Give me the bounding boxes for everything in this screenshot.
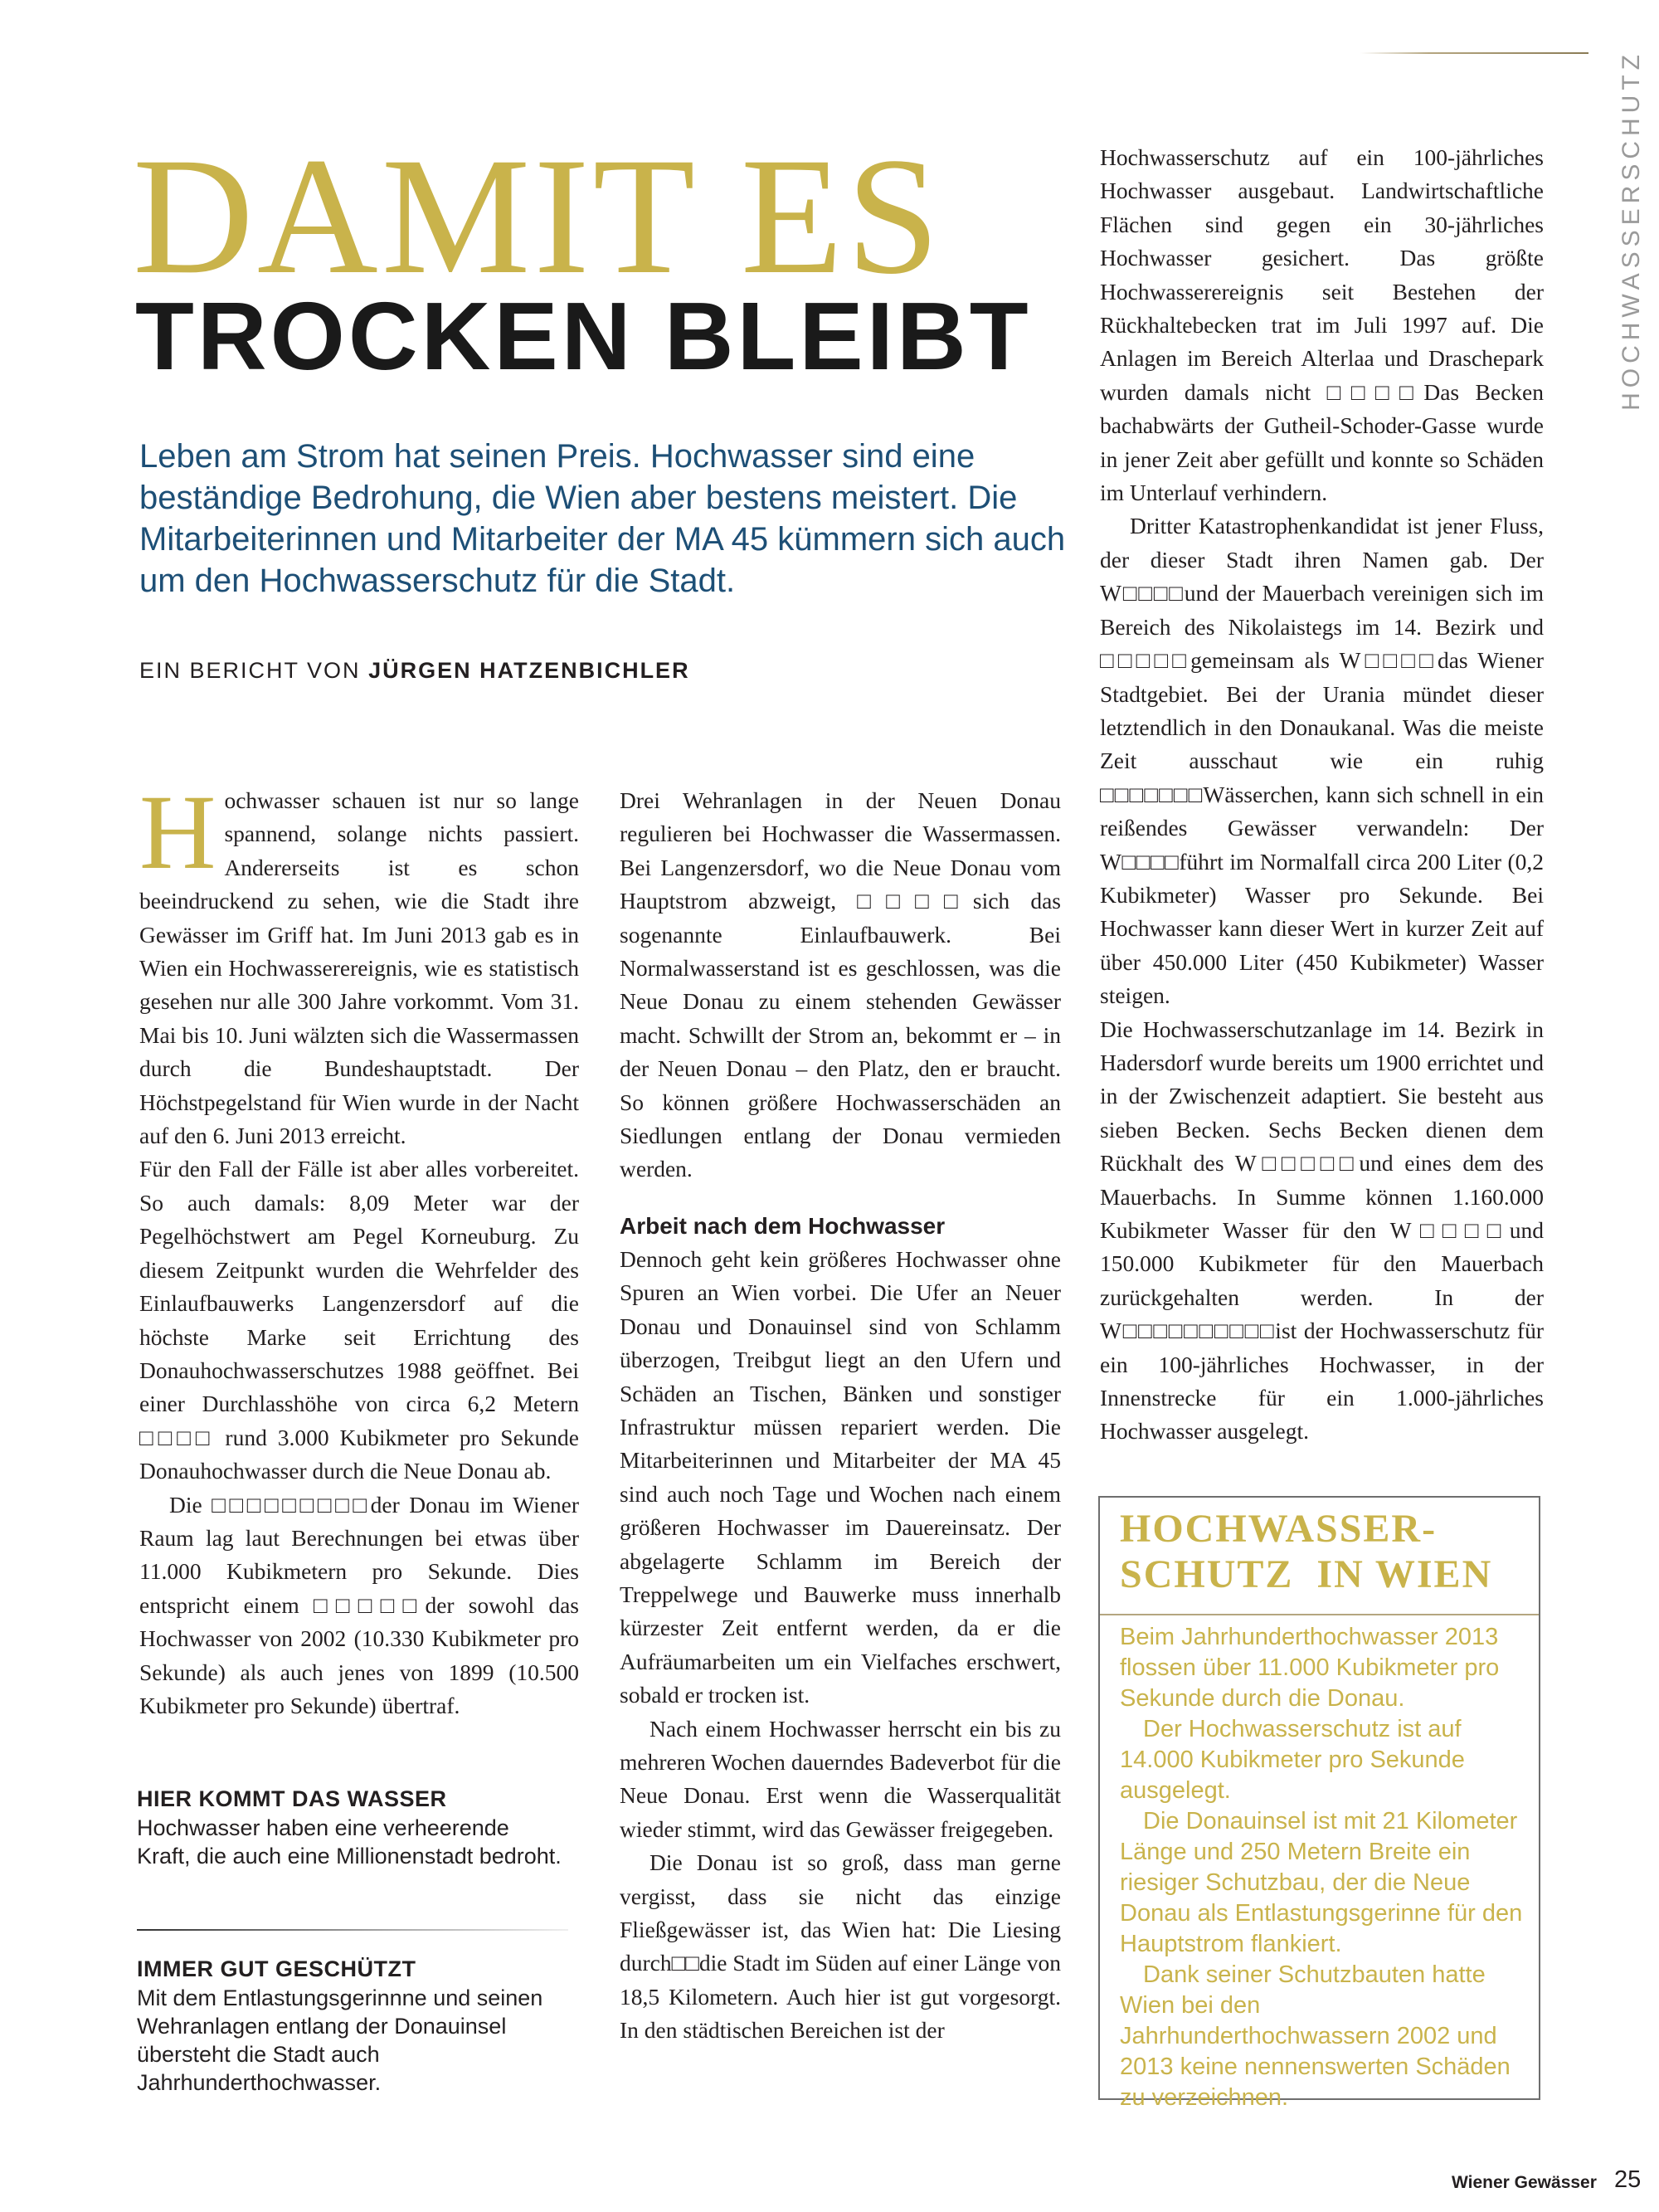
paragraph xyxy=(139,773,579,1152)
paragraph: Für den Fall der Fälle ist aber alles vorbereitet. So auch damals: 8,09 Meter war der Pegelhöchstwert am Pegel Korneuburg. Zu diesem Zeitpunkt wurden die Wehrfelder des Einlaufbauwerks Langenzersdorf auf die höchste Marke seit Errichtung des Donauhochwasserschutzes 1988 geöffnet. Bei einer Durchlasshöhe von circa 6,2 Metern □□□□ rund 3.000 Kubikmeter pro Sekunde Donauhochwasser durch die Neue Donau ab. xyxy=(139,1156,579,1484)
dropcap: H xyxy=(139,773,216,891)
paragraph: Die □□□□□□□□□der Donau im Wiener Raum lag laut Berechnungen bei etwas über 11.000 Kubikmetern pro Sekunde. Dies entspricht einem □□□□□der sowohl das Hochwasser von 2002 (10.330 Kubikmeter pro Sekunde) als auch jenes von 1899 (10.500 Kubikmeter pro Sekunde) übertraf. xyxy=(139,1491,579,1718)
info-paragraph: Beim Jahrhunderthochwasser 2013 flossen über 11.000 Kubikmeter pro Sekunde durch die Donau. xyxy=(1120,1624,1500,1712)
page-number: 25 xyxy=(1614,2166,1642,2193)
info-box-title-line: HOCHWASSER- xyxy=(1120,1507,1438,1551)
teaser-box-1 xyxy=(137,1784,568,1870)
headline-line-1: DAMIT ES xyxy=(133,123,943,309)
paragraph: Drei Wehranlagen in der Neuen Donau regulieren bei Hochwasser die Wassermassen. Bei Langenzersdorf, wo die Neue Donau vom Hauptstrom abzweigt, □□□□sich das sogenannte Einlaufbauwerk. Bei Normalwasserstand ist es geschlossen, was die Neue Donau zu einem stehenden Gewässer macht. Schwillt der Strom an, bekommt er – in der Neuen Donau – den Platz, den er braucht. So können größere Hochwasserschäden an Siedlungen entlang der Donau vermieden werden. xyxy=(620,787,1061,1182)
teaser-text: Mit dem Entlastungsgerinnne und seinen Wehranlagen entlang der Donauinsel übersteht die Stadt auch Jahrhunderthochwasser. xyxy=(137,1985,543,2095)
info-box-divider xyxy=(1100,1614,1539,1615)
paragraph: Hochwasserschutz auf ein 100-jährliches Hochwasser ausgebaut. Landwirtschaftliche Flächen sind gegen ein 30-jährliches Hochwasser gesichert. Das größte Hochwasserereignis seit Bestehen der Rückhaltebecken trat im Juli 1997 auf. Die Anlagen im Bereich Alterlaa und Draschepark wurden damals nicht □□□□Das Becken bachabwärts der Gutheil-Schoder-Gasse wurde in jener Zeit aber gefüllt und konnte so Schäden im Unterlauf verhindern. xyxy=(1100,144,1544,506)
paragraph-text: ochwasser schauen ist nur so lange spannend, solange nichts passiert. Andererseits ist es schon beeindruckend zu sehen, wie die Stadt ihre Gewässer im Griff hat. Im Juni 2013 gab es in Wien ein Hochwasserereignis, wie es statistisch gesehen nur alle 300 Jahre vorkommt. Vom 31. Mai bis 10. Juni wälzten sich die Wassermassen durch die Bundeshauptstadt. Der Höchstpegelstand für Wien wurde in der Nacht auf den 6. Juni 2013 erreicht. xyxy=(139,787,579,1149)
top-rule xyxy=(1360,52,1588,54)
paragraph: Nach einem Hochwasser herrscht ein bis zu mehreren Wochen dauerndes Badeverbot für die Neue Donau. Erst wenn die Wasserqualität wieder stimmt, wird das Gewässer freigegeben. xyxy=(620,1715,1061,1842)
paragraph: Die Donau ist so groß, dass man gerne vergisst, dass sie nicht das einzige Fließgewässer ist, das Wien hat: Die Liesing durch□□die Stadt im Süden auf einer Länge von 18,5 Kilometern. Auch hier ist gut vorgesorgt. In den städtischen Bereichen ist der xyxy=(620,1849,1061,2044)
teaser-title: IMMER GUT GESCHÜTZT xyxy=(137,1956,416,1981)
paragraph: Dritter Katastrophenkandidat ist jener Fluss, der dieser Stadt ihren Namen gab. Der W□□□□und der Mauerbach vereinigen sich im Bereich des Nikolaistegs im 14. Bezirk und □□□□□gemeinsam als W□□□□das Wiener Stadtgebiet. Bei der Urania mündet dieser letztendlich in den Donaukanal. Was die meiste Zeit ausschaut wie ein ruhig □□□□□□□Wässerchen, kann sich schnell in ein reißendes Gewässer verwandeln: Der W□□□□führt im Normalfall circa 200 Liter (0,2 Kubikmeter) Wasser pro Sekunde. Bei Hochwasser kann dieser Wert in kurzer Zeit auf über 450.000 Liter (450 Kubikmeter) Wasser steigen. xyxy=(1100,513,1544,1009)
lead-paragraph: Leben am Strom hat seinen Preis. Hochwasser sind eine beständige Bedrohung, die Wien aber bestens meistert. Die Mitarbeiterinnen und Mitarbeiter der MA 45 kümmern sich auch um den Hochwasserschutz für die Stadt. xyxy=(139,438,1066,599)
publication-name: Wiener Gewässer xyxy=(1452,2173,1597,2192)
info-box-title xyxy=(1120,1506,1492,1597)
paragraph: Die Hochwasserschutzanlage im 14. Bezirk in Hadersdorf wurde bereits um 1900 errichtet und in der Zwischenzeit adaptiert. Sie besteht aus sieben Becken. Sechs Becken dienen dem Rückhalt des W□□□□□und eines dem des Mauerbachs. In Summe können 1.160.000 Kubikmeter Wasser für den W□□□□und 150.000 Kubikmeter für den Mauerbach zurückgehalten werden. In der W□□□□□□□□□□ist der Hochwasserschutz für ein 100-jährliches Hochwasser, in der Innenstrecke für ein 1.000-jährliches Hochwasser ausgelegt. xyxy=(1100,1016,1544,1445)
byline-author: JÜRGEN HATZENBICHLER xyxy=(368,658,690,683)
teaser-text: Hochwasser haben eine verheerende Kraft, die auch eine Millionenstadt bedroht. xyxy=(137,1815,562,1869)
info-paragraph: Die Donauinsel ist mit 21 Kilometer Länge und 250 Metern Breite ein riesiger Schutzbau, der die Neue Donau als Entlastungsgerinne für den Hauptstrom flankiert. xyxy=(1120,1808,1523,1957)
subheading: Arbeit nach dem Hochwasser xyxy=(620,1212,946,1239)
article-column-3 xyxy=(1100,141,1544,1449)
byline xyxy=(139,658,690,684)
section-label xyxy=(1618,50,1651,411)
info-paragraph: Dank seiner Schutzbauten hatte Wien bei den Jahrhunderthochwassern 2002 und 2013 keine nennenswerten Schäden zu verzeichnen. xyxy=(1120,1961,1511,2111)
headline-line-2: TROCKEN BLEIBT xyxy=(135,282,1032,390)
section-label-text: HOCHWASSERSCHUTZ xyxy=(1618,50,1645,411)
teaser-box-2 xyxy=(137,1954,568,2097)
article-column-1 xyxy=(139,773,579,1722)
info-paragraph: Der Hochwasserschutz ist auf 14.000 Kubikmeter pro Sekunde ausgelegt. xyxy=(1120,1716,1465,1804)
article-column-2 xyxy=(620,784,1061,2048)
teaser-title: HIER KOMMT DAS WASSER xyxy=(137,1786,447,1811)
info-box-title-line: SCHUTZ IN WIEN xyxy=(1120,1552,1493,1596)
teaser-divider xyxy=(137,1929,568,1931)
byline-prefix: EIN BERICHT VON xyxy=(139,658,361,683)
info-box-body xyxy=(1120,1622,1526,2113)
paragraph: Dennoch geht kein größeres Hochwasser ohne Spuren an Wien vorbei. Die Ufer an Neuer Donau und Donauinsel sind von Schlamm überzogen, Treibgut liegt an den Ufern und Schäden an Tischen, Bänken und sonstiger Infrastruktur müssen repariert werden. Die Mitarbeiterinnen und Mitarbeiter der MA 45 sind auch noch Tage und Wochen nach einem größeren Hochwasser im Dauereinsatz. Der abgelagerte Schlamm im Bereich der Treppelwege und Bauwerke muss innerhalb kürzester Zeit entfernt werden, da er die Aufräumarbeiten um ein Vielfaches erschwert, sobald er trocken ist. xyxy=(620,1245,1061,1708)
